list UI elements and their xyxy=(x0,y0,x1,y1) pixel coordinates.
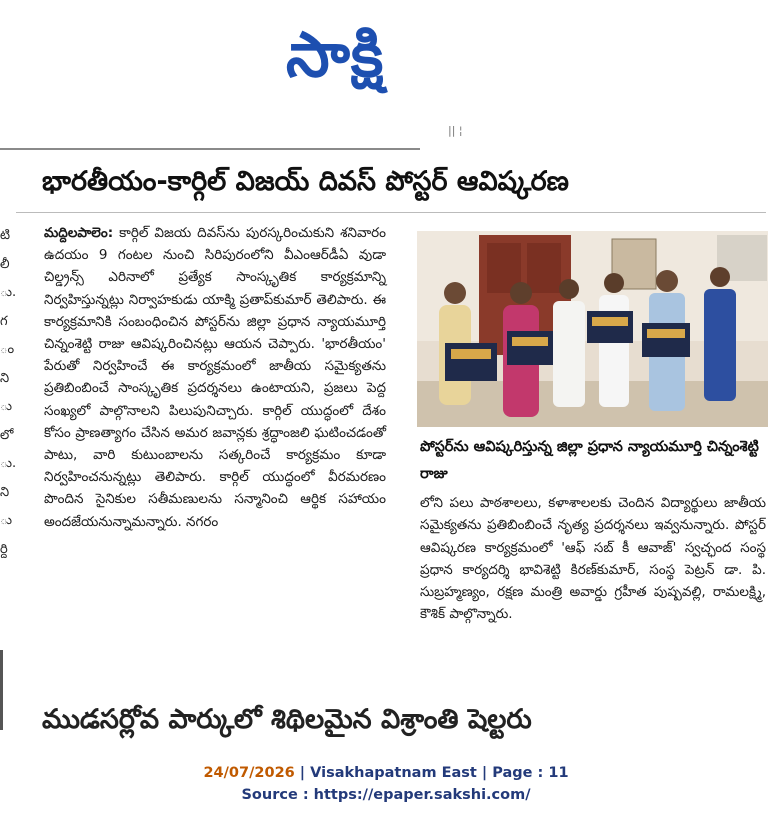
clipped-line: ర్ది xyxy=(0,541,8,557)
photo-caption: పోస్టర్‌ను ఆవిష్కరిస్తున్న జిల్లా ప్రధాన న్యాయమూర్తి చిన్నంశెట్టి రాజు xyxy=(420,439,759,482)
clipped-line: గ xyxy=(0,313,8,329)
headline-divider xyxy=(16,212,766,213)
source-footer xyxy=(0,762,772,806)
adjacent-column-edge xyxy=(0,650,3,730)
article-body-text: కార్గిల్ విజయ దివస్‌ను పురస్కరించుకుని శనివారం ఉదయం 9 గంటల నుంచి సిరిపురంలోని వీఎంఆర్‌డీఏ వుడా చిల్డ్రన్స్ ఎరినాలో ప్రత్యేక సాంస్కృతిక కార్యక్రమాన్ని నిర్వహిస్తున్నట్లు నిర్వాహకుడు యాక్మి ప్రతాప్‌కుమార్ తెలిపారు. ఈ కార్యక్రమానికి సంబంధించిన పోస్టర్‌ను జిల్లా ప్రధాన న్యాయమూర్తి చిన్నంశెట్టి రాజు ఆవిష్కరించినట్లు ఆయన చెప్పారు. 'భారతీయం' పేరుతో నిర్వహించే ఈ కార్యక్రమంలో జాతీయ సమైక్యతను ప్రతిబింబించే సాంస్కృతిక ప్రదర్శనలు ఉంటాయని, ప్రజలు పెద్ద సంఖ్యలో పాల్గొనాలని పిలుపునిచ్చారు. కార్గిల్ యుద్ధంలో దేశం కోసం ప్రాణత్యాగం చేసిన అమర జవాన్లకు శ్రద్ధాంజలి ఘటించడంతో పాటు, వారి కుటుంబాలను సత్కరించే కార్యక్రమం కూడా నిర్వహించనున్నట్లు తెలిపారు. కార్గిల్ యుద్ధంలో వీరమరణం పొందిన సైనికుల సతీమణులను సన్మానించి ఆర్థిక సహాయం అందజేయనున్నామన్నారు. నగరం xyxy=(44,225,386,530)
edition-date: 24/07/2026 xyxy=(203,765,295,781)
source-link[interactable]: Source : https://epaper.sakshi.com/ xyxy=(241,787,531,803)
edition-line xyxy=(0,762,772,784)
edition-info: | Visakhapatnam East | Page : 11 xyxy=(294,765,569,781)
clipped-line: ు xyxy=(0,399,13,414)
next-article-headline: ముడసర్లోవ పార్కులో శిథిలమైన విశ్రాంతి షెల్టరు xyxy=(42,704,532,735)
clipped-line: లో xyxy=(0,427,14,443)
article-photo xyxy=(417,231,768,427)
clipped-line: ు. xyxy=(0,285,17,300)
photo-illustration xyxy=(417,231,768,427)
clipped-line: లీ xyxy=(0,256,10,272)
logo-registered-mark: || ¦ xyxy=(448,124,463,137)
clipped-line: ు. xyxy=(0,456,17,471)
adjacent-article-clipped xyxy=(0,222,17,562)
newspaper-logo: సాక్షి xyxy=(286,18,385,91)
article-body-continued: లోని పలు పాఠశాలలు, కళాశాలలకు చెందిన విద్యార్థులు జాతీయ సమైక్యతను ప్రతిబింబించే నృత్య ప్రదర్శనలు ఇవ్వనున్నారు. పోస్టర్ ఆవిష్కరణ కార్యక్రమంలో 'ఆఫ్ సబ్ కీ ఆవాజ్' స్వచ్ఛంద సంస్థ ప్రధాన కార్యదర్శి భావిశెట్టి కిరణ్‌కుమార్, సంస్థ పెట్రన్ డా. పి. సుబ్రహ్మణ్యం, రక్షణ మంత్రి అవార్డు గ్రహీత పుష్పవల్లి, రామలక్ష్మి, కౌశిక్ పాల్గొన్నారు. xyxy=(420,495,766,623)
clipped-line: టి xyxy=(0,228,11,243)
article-dateline: మద్దిలపాలెం: xyxy=(44,225,114,241)
article-headline: భారతీయం-కార్గిల్ విజయ్ దివస్ పోస్టర్ ఆవిష్కరణ xyxy=(42,166,569,197)
clipped-line: ని xyxy=(0,484,10,500)
masthead xyxy=(0,0,772,140)
masthead-rule xyxy=(0,148,420,150)
clipped-line: ం xyxy=(0,342,15,357)
clipped-line: ు xyxy=(0,513,13,528)
clipped-line: ని xyxy=(0,370,10,386)
article-body xyxy=(44,222,386,533)
